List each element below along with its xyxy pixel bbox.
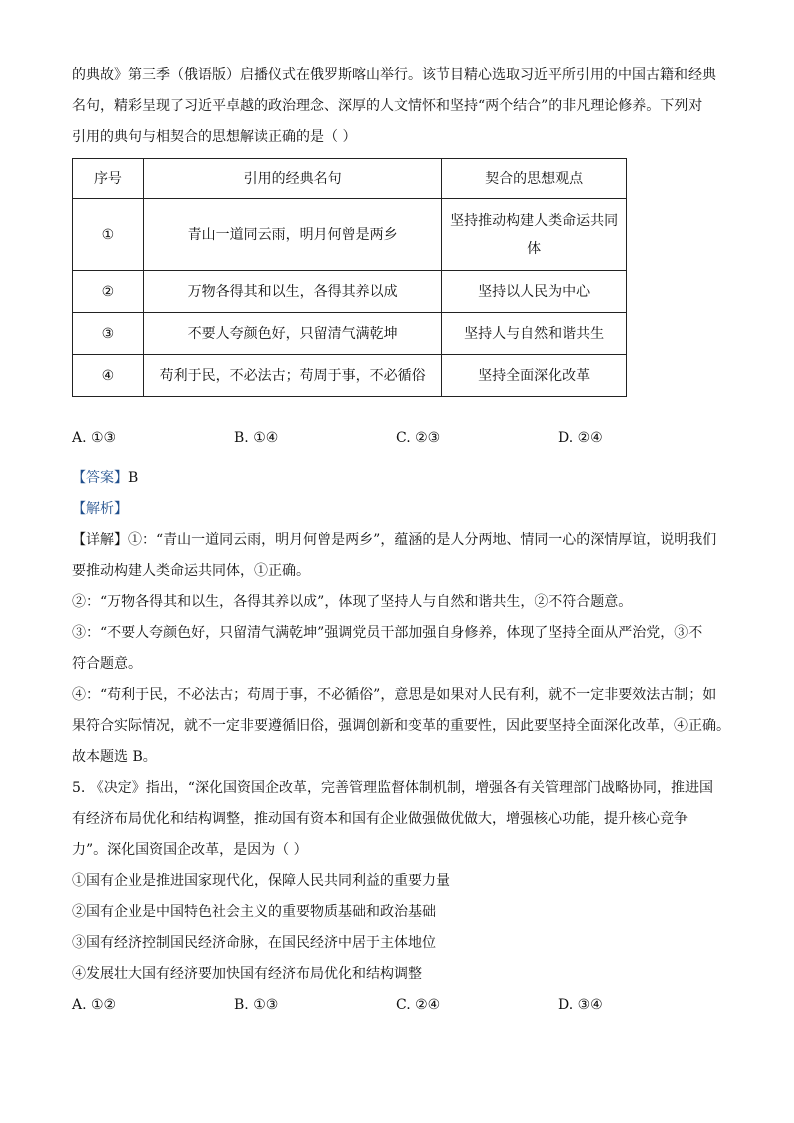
document-page <box>72 60 730 1020</box>
question-5-stem-line-1: 5. 《决定》指出，“深化国资国企改革，完善管理监督体制机制，增强各有关管理部门战略协同，推进国 <box>72 780 713 796</box>
row-viewpoint: 坚持推动构建人类命运共同体 <box>442 199 627 271</box>
option-d: D. ②④ <box>558 430 603 446</box>
option-c: C. ②④ <box>396 997 441 1013</box>
option-a: A. ①③ <box>72 430 117 446</box>
option-d: D. ③④ <box>558 997 603 1013</box>
option-c: C. ②③ <box>396 430 441 446</box>
detail-line-3: ②：“万物各得其和以生，各得其养以成”，体现了坚持人与自然和谐共生，②不符合题意。 <box>72 594 633 610</box>
row-index: ④ <box>73 355 144 397</box>
analysis-tag: 【解析】 <box>72 501 128 517</box>
statement-4: ④发展壮大国有经济要加快国有经济布局优化和结构调整 <box>72 966 422 982</box>
question-4-stem-line-1: 的典故》第三季（俄语版）启播仪式在俄罗斯喀山举行。该节目精心选取习近平所引用的中国古籍和经典 <box>72 67 716 83</box>
answer-line <box>72 463 727 494</box>
header-quote: 引用的经典名句 <box>143 159 441 199</box>
quotes-table <box>72 158 627 397</box>
statement-3: ③国有经济控制国民经济命脉，在国民经济中居于主体地位 <box>72 935 436 951</box>
question-4-options <box>72 423 727 453</box>
row-quote: 万物各得其和以生，各得其养以成 <box>143 271 441 313</box>
detail-line-4: ③：“不要人夸颜色好，只留清气满乾坤”强调党员干部加强自身修养，体现了坚持全面从严治党，③不 <box>72 625 703 641</box>
statement-2: ②国有企业是中国特色社会主义的重要物质基础和政治基础 <box>72 904 436 920</box>
detail-line-8: 故本题选 B。 <box>72 749 157 765</box>
option-a: A. ①② <box>72 997 117 1013</box>
detail-line-2: 要推动构建人类命运共同体，①正确。 <box>72 563 310 579</box>
answer-value: B <box>128 470 139 486</box>
row-quote: 不要人夸颜色好，只留清气满乾坤 <box>143 313 441 355</box>
row-quote: 苟利于民，不必法古；苟周于事，不必循俗 <box>143 355 441 397</box>
question-5-stem-line-3: 力”。深化国资国企改革，是因为（ ） <box>72 842 308 858</box>
option-b: B. ①④ <box>234 430 279 446</box>
table-row <box>73 355 627 397</box>
row-viewpoint: 坚持人与自然和谐共生 <box>442 313 627 355</box>
table-row <box>73 199 627 271</box>
detail-line-5: 符合题意。 <box>72 656 142 672</box>
answer-tag: 【答案】 <box>72 470 128 486</box>
header-viewpoint: 契合的思想观点 <box>442 159 627 199</box>
row-viewpoint: 坚持以人民为中心 <box>442 271 627 313</box>
row-quote: 青山一道同云雨，明月何曾是两乡 <box>143 199 441 271</box>
table-header-row <box>73 159 627 199</box>
detail-line-7: 果符合实际情况，就不一定非要遵循旧俗，强调创新和变革的重要性，因此要坚持全面深化改革，④正确。 <box>72 718 730 734</box>
header-index: 序号 <box>73 159 144 199</box>
question-4-stem-line-2: 名句，精彩呈现了习近平卓越的政治理念、深厚的人文情怀和坚持“两个结合”的非凡理论修养。下列对 <box>72 98 703 114</box>
statement-1: ①国有企业是推进国家现代化，保障人民共同利益的重要力量 <box>72 873 450 889</box>
row-index: ① <box>73 199 144 271</box>
question-5-stem-line-2: 有经济布局优化和结构调整，推动国有资本和国有企业做强做优做大，增强核心功能，提升核心竞争 <box>72 811 688 827</box>
table-row <box>73 271 627 313</box>
row-index: ② <box>73 271 144 313</box>
detail-line-1: 【详解】①：“青山一道同云雨，明月何曾是两乡”，蕴涵的是人分两地、情同一心的深情厚谊，说明我们 <box>72 532 717 548</box>
option-b: B. ①③ <box>234 997 279 1013</box>
row-index: ③ <box>73 313 144 355</box>
table-row <box>73 313 627 355</box>
question-4-stem-line-3: 引用的典句与相契合的思想解读正确的是（ ） <box>72 129 357 145</box>
row-viewpoint: 坚持全面深化改革 <box>442 355 627 397</box>
detail-line-6: ④：“苟利于民，不必法古；苟周于事，不必循俗”，意思是如果对人民有利，就不一定非要效法古制；如 <box>72 687 717 703</box>
question-5-options <box>72 990 727 1020</box>
